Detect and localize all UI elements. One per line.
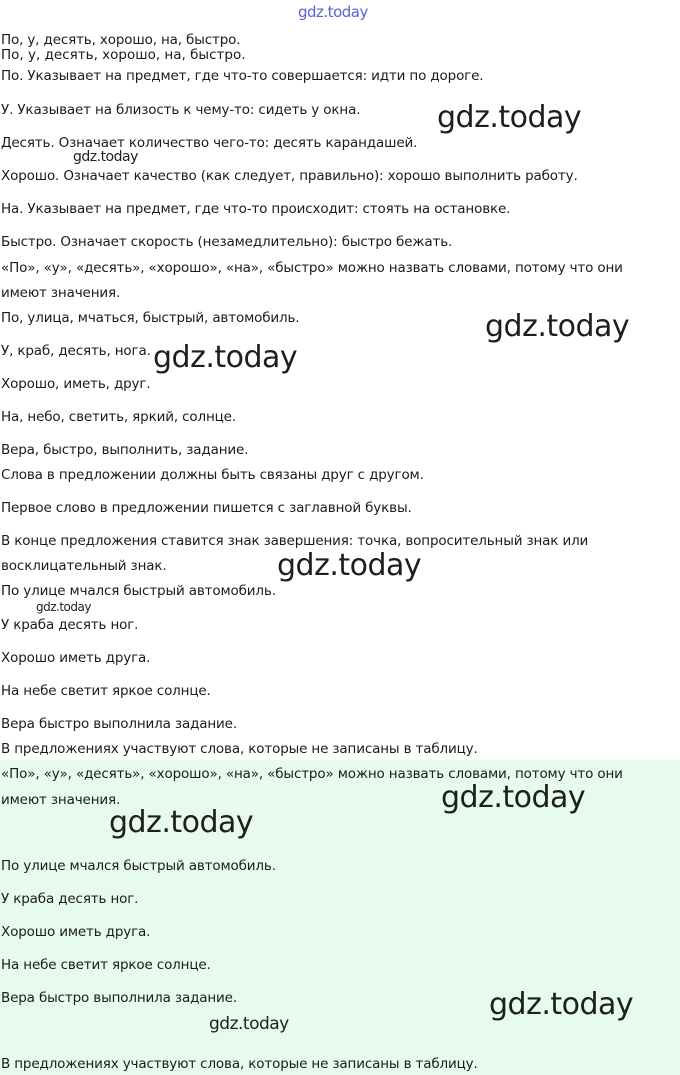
sentence-3: Хорошо иметь друга. bbox=[1, 650, 151, 666]
rule-1: Слова в предложении должны быть связаны друг с другом. bbox=[1, 467, 424, 483]
answer-conclusion-line-1: «По», «у», «десять», «хорошо», «на», «быстро» можно назвать словами, потому что они bbox=[1, 766, 623, 782]
watermark: gdz.today bbox=[109, 805, 254, 840]
watermark: gdz.today bbox=[441, 780, 586, 815]
words-header: По, у, десять, хорошо, на, быстро. bbox=[1, 32, 241, 48]
answer-sentence-3: Хорошо иметь друга. bbox=[1, 924, 151, 940]
watermark: gdz.today bbox=[277, 548, 422, 583]
sentence-1: По улице мчался быстрый автомобиль. bbox=[1, 583, 276, 599]
sentence-4: На небе светит яркое солнце. bbox=[1, 683, 211, 699]
watermark: gdz.today bbox=[437, 100, 582, 135]
sentences-footer: В предложениях участвуют слова, которые не записаны в таблицу. bbox=[1, 741, 478, 757]
rule-3-line-1: В конце предложения ставится знак завершения: точка, вопросительный знак или bbox=[1, 533, 589, 549]
watermark: gdz.today bbox=[489, 987, 634, 1022]
answer-sentence-5: Вера быстро выполнила задание. bbox=[1, 990, 237, 1006]
word-group-5: Вера, быстро, выполнить, задание. bbox=[1, 442, 249, 458]
rule-2: Первое слово в предложении пишется с заглавной буквы. bbox=[1, 500, 412, 516]
watermark: gdz.today bbox=[153, 340, 298, 375]
watermark-small: gdz.today bbox=[73, 149, 138, 165]
watermark: gdz.today bbox=[485, 309, 630, 344]
rule-3-line-2: восклицательный знак. bbox=[1, 558, 167, 574]
conclusion-line-1: «По», «у», «десять», «хорошо», «на», «быстро» можно назвать словами, потому что они bbox=[1, 260, 623, 276]
word-meaning-desyat: Десять. Означает количество чего-то: десять карандашей. bbox=[1, 135, 418, 151]
watermark-small: gdz.today bbox=[209, 1014, 289, 1034]
word-meaning-na: На. Указывает на предмет, где что-то происходит: стоять на остановке. bbox=[1, 201, 511, 217]
answer-sentence-4: На небе светит яркое солнце. bbox=[1, 957, 211, 973]
word-meaning-po: По. Указывает на предмет, где что-то совершается: идти по дороге. bbox=[1, 68, 484, 84]
word-group-2: У, краб, десять, нога. bbox=[1, 343, 151, 359]
answer-conclusion-line-2: имеют значения. bbox=[1, 792, 121, 808]
answer-sentence-2: У краба десять ног. bbox=[1, 891, 139, 907]
word-meaning-khorosho: Хорошо. Означает качество (как следует, правильно): хорошо выполнить работу. bbox=[1, 168, 578, 184]
clipped-line: По, у, десять, хорошо, на, быстро. bbox=[1, 47, 246, 63]
word-meaning-bystro: Быстро. Означает скорость (незамедлительно): быстро бежать. bbox=[1, 234, 453, 250]
word-group-3: Хорошо, иметь, друг. bbox=[1, 376, 151, 392]
answer-sentence-1: По улице мчался быстрый автомобиль. bbox=[1, 858, 276, 874]
watermark-small: gdz.today bbox=[36, 600, 91, 614]
word-meaning-u: У. Указывает на близость к чему-то: сидеть у окна. bbox=[1, 102, 361, 118]
word-group-4: На, небо, светить, яркий, солнце. bbox=[1, 409, 236, 425]
answer-footer: В предложениях участвуют слова, которые не записаны в таблицу. bbox=[1, 1056, 478, 1072]
conclusion-line-2: имеют значения. bbox=[1, 285, 121, 301]
watermark-top: gdz.today bbox=[298, 3, 368, 21]
sentence-2: У краба десять ног. bbox=[1, 617, 139, 633]
word-group-1: По, улица, мчаться, быстрый, автомобиль. bbox=[1, 310, 300, 326]
sentence-5: Вера быстро выполнила задание. bbox=[1, 716, 237, 732]
